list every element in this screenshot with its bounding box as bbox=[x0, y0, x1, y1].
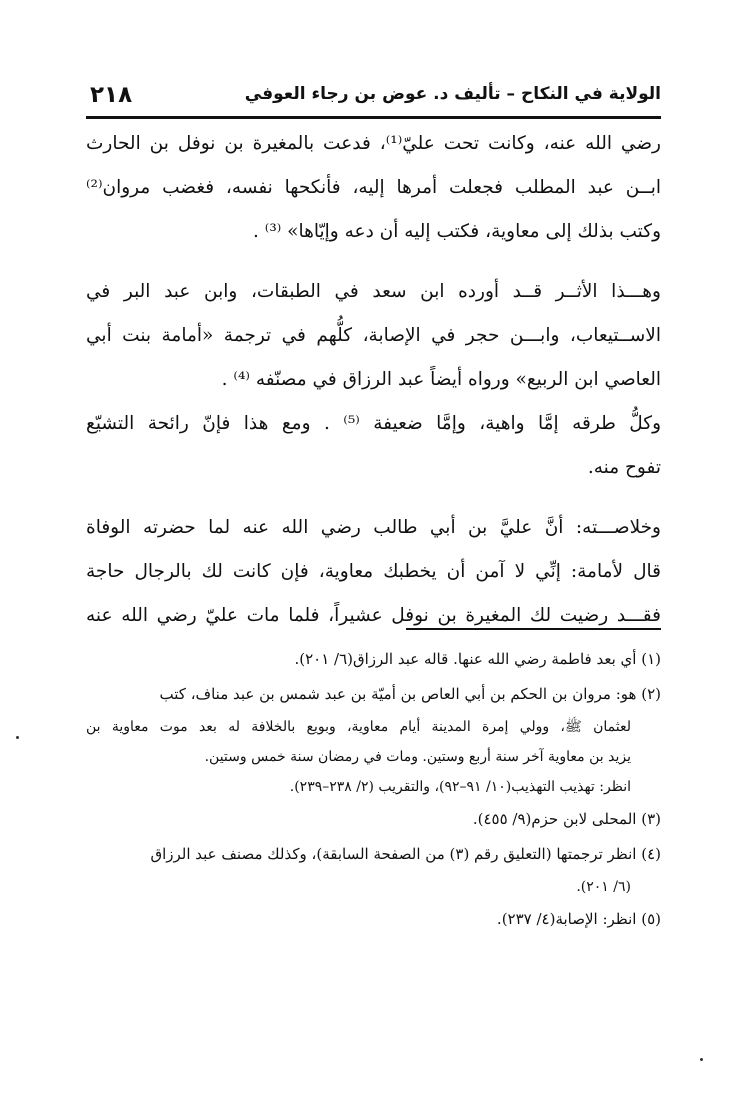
text-line: ابــن عبد المطلب فجعلت أمرها إليه، فأنكحها نفسه، فغضب مروان⁽²⁾ bbox=[86, 177, 661, 198]
text-line: فقـــد رضيت لك المغيرة بن نوفل عشيراً، فلما مات عليّ رضي الله عنه bbox=[86, 605, 661, 626]
footnotes bbox=[86, 642, 661, 937]
page-number: ٢١٨ bbox=[90, 82, 133, 108]
text-line: وكلُّ طرقه إمَّا واهية، وإمَّا ضعيفة ⁽⁵⁾ . ومع هذا فإنّ رائحة التشيّع bbox=[86, 413, 661, 434]
footnote-2-cont: يزيد بن معاوية آخر سنة أربع وستين. ومات في رمضان سنة خمس وستين. bbox=[204, 749, 631, 765]
footnote-2-ref: انظر: تهذيب التهذيب(١٠/ ٩١–٩٢)، والتقريب (٢/ ٢٣٨–٢٣٩). bbox=[289, 779, 631, 795]
footnote-2: (٢) هو: مروان بن الحكم بن أبي العاص بن أميّة بن عبد شمس بن عبد مناف، كتب bbox=[159, 685, 661, 703]
footnote-2-cont: لعثمان ﷺ، وولي إمرة المدينة أيام معاوية، وبويع بالخلافة له بعد موت معاوية بن bbox=[86, 719, 631, 735]
running-header bbox=[86, 82, 661, 119]
main-text bbox=[86, 122, 661, 638]
footnote-4-cont: (٦/ ٢٠١). bbox=[576, 879, 631, 895]
text-line: العاصي ابن الربيع» ورواه أيضاً عبد الرزاق في مصنّفه ⁽⁴⁾ . bbox=[221, 369, 661, 390]
footnote-3: (٣) المحلى لابن حزم(٩/ ٤٥٥). bbox=[472, 810, 661, 828]
footnote-1: (١) أي بعد فاطمة رضي الله عنها. قاله عبد الرزاق(٦/ ٢٠١). bbox=[294, 650, 661, 668]
text-line: قال لأمامة: إنِّي لا آمن أن يخطبك معاوية، فإن كانت لك بالرجال حاجة bbox=[86, 561, 661, 582]
text-line: وكتب بذلك إلى معاوية، فكتب إليه أن دعه وإيّاها» ⁽³⁾ . bbox=[253, 221, 661, 242]
footnote-5: (٥) انظر: الإصابة(٤/ ٢٣٧). bbox=[496, 910, 661, 928]
text-line: وهـــذا الأثــر قــد أورده ابن سعد في الطبقات، وابن عبد البر في bbox=[86, 281, 661, 302]
footnote-divider bbox=[406, 628, 661, 630]
scan-speck bbox=[16, 736, 19, 739]
footnote-4: (٤) انظر ترجمتها (التعليق رقم (٣) من الصفحة السابقة)، وكذلك مصنف عبد الرزاق bbox=[150, 845, 661, 863]
text-line: الاســتيعاب، وابـــن حجر في الإصابة، كلُّهم في ترجمة «أمامة بنت أبي bbox=[86, 325, 661, 346]
scan-speck bbox=[700, 1058, 703, 1061]
text-line: وخلاصـــته: أنَّ عليَّ بن أبي طالب رضي الله عنه لما حضرته الوفاة bbox=[86, 517, 661, 538]
text-line: تفوح منه. bbox=[587, 457, 661, 478]
text-line: رضي الله عنه، وكانت تحت عليّ⁽¹⁾، فدعت بالمغيرة بن نوفل بن الحارث bbox=[86, 133, 661, 154]
book-title: الولاية في النكاح – تأليف د. عوض بن رجاء العوفي bbox=[244, 84, 661, 104]
